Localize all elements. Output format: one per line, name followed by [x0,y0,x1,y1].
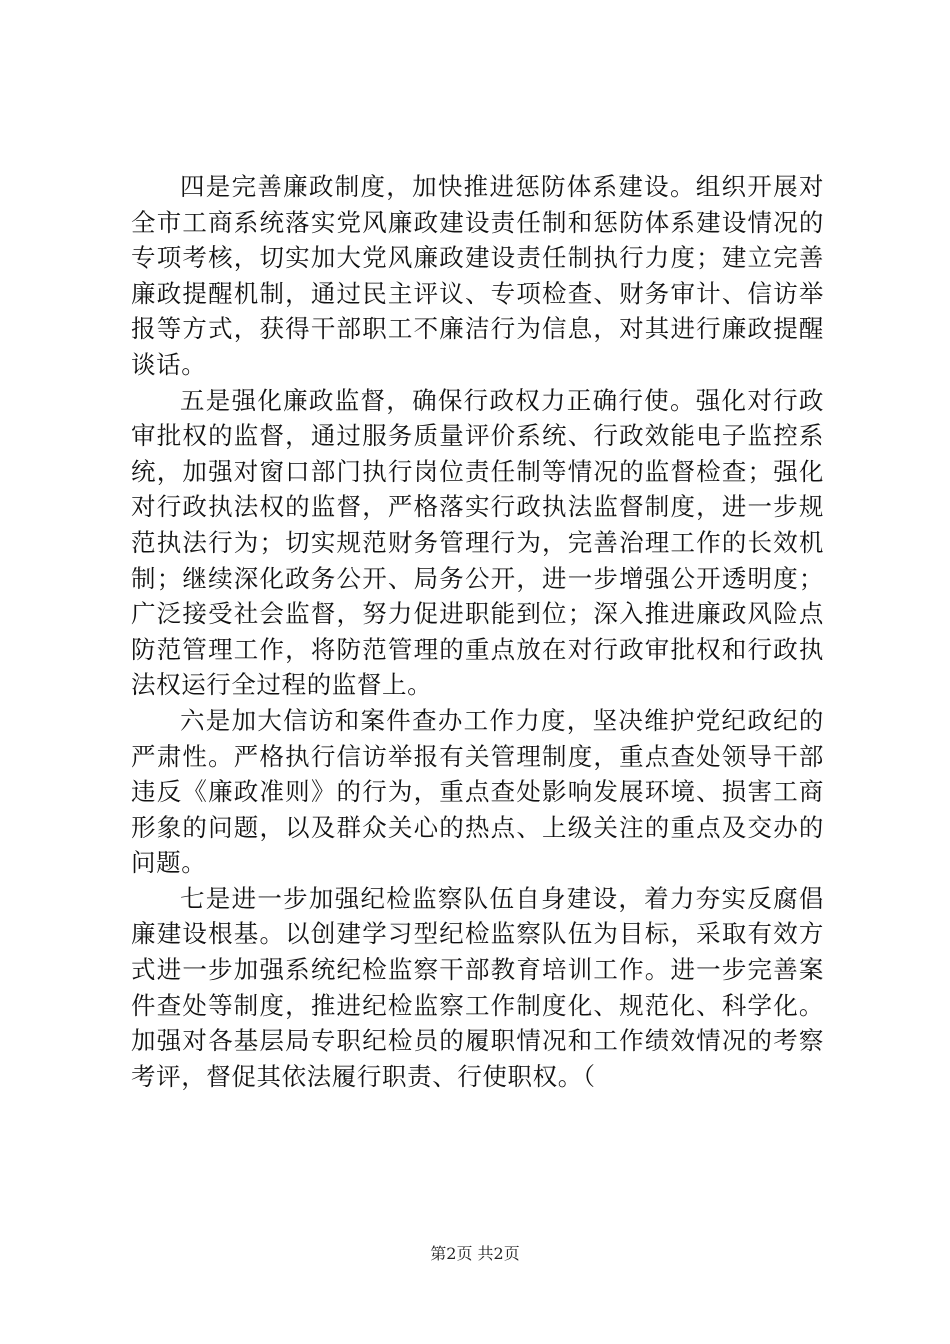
paragraph-five: 五是强化廉政监督，确保行政权力正确行使。强化对行政审批权的监督，通过服务质量评价系统、行政效能电子监控系统，加强对窗口部门执行岗位责任制等情况的监督检查；强化对行政执法权的监督，严格落实行政执法监督制度，进一步规范执法行为；切实规范财务管理行为，完善治理工作的长效机制；继续深化政务公开、局务公开，进一步增强公开透明度；广泛接受社会监督，努力促进职能到位；深入推进廉政风险点防范管理工作，将防范管理的重点放在对行政审批权和行政执法权运行全过程的监督上。 [131,385,824,700]
document-body [131,169,824,1094]
page-number-footer: 第2页 共2页 [430,1244,520,1263]
paragraph-four: 四是完善廉政制度，加快推进惩防体系建设。组织开展对全市工商系统落实党风廉政建设责任制和惩防体系建设情况的专项考核，切实加大党风廉政建设责任制执行力度；建立完善廉政提醒机制，通过民主评议、专项检查、财务审计、信访举报等方式，获得干部职工不廉洁行为信息，对其进行廉政提醒谈话。 [131,172,824,379]
paragraph-six: 六是加大信访和案件查办工作力度，坚决维护党纪政纪的严肃性。严格执行信访举报有关管理制度，重点查处领导干部违反《廉政准则》的行为，重点查处影响发展环境、损害工商形象的问题，以及群众关心的热点、上级关注的重点及交办的问题。 [131,705,824,878]
paragraph-seven: 七是进一步加强纪检监察队伍自身建设，着力夯实反腐倡廉建设根基。以创建学习型纪检监察队伍为目标，采取有效方式进一步加强系统纪检监察干部教育培训工作。进一步完善案件查处等制度，推进纪检监察工作制度化、规范化、科学化。加强对各基层局专职纪检员的履职情况和工作绩效情况的考察考评，督促其依法履行职责、行使职权。（ [131,883,824,1091]
